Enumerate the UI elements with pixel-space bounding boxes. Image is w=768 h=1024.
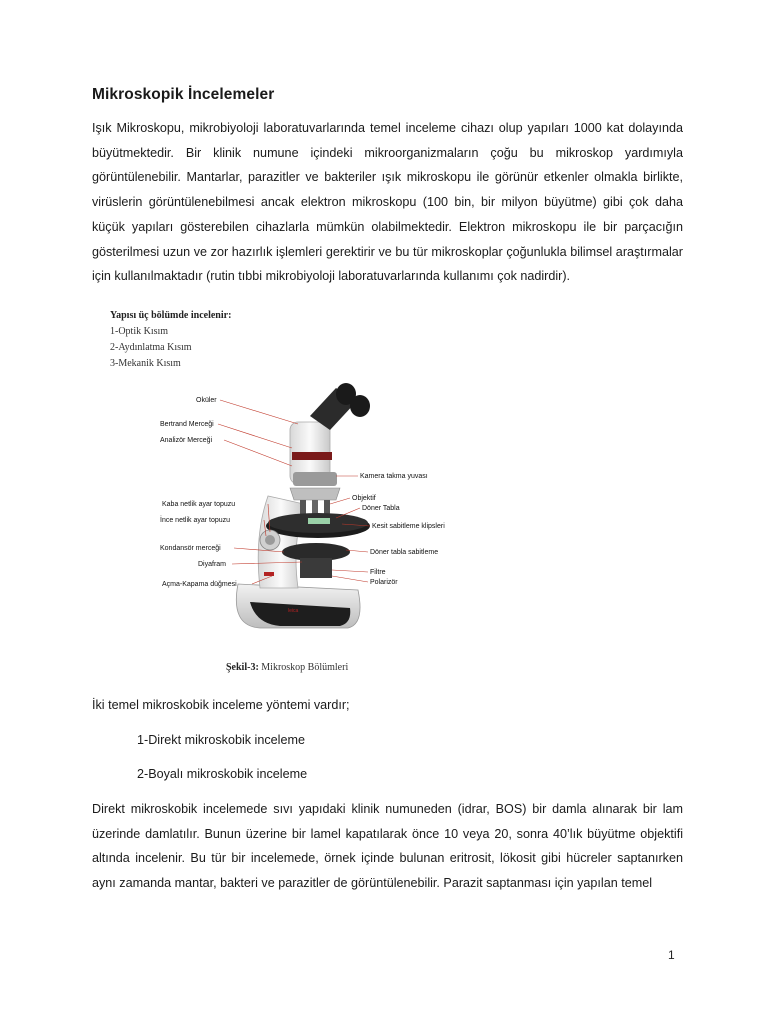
method-item-boyali: 2-Boyalı mikroskobik inceleme bbox=[137, 767, 308, 781]
label-kamera: Kamera takma yuvası bbox=[360, 473, 428, 480]
label-polarizor: Polarizör bbox=[370, 579, 398, 586]
parts-item-aydinlatma: 2-Aydınlatma Kısım bbox=[110, 342, 192, 353]
microscope-illustration bbox=[236, 383, 370, 628]
label-analizor: Analizör Merceği bbox=[160, 437, 213, 444]
label-filtre: Filtre bbox=[370, 569, 386, 576]
caption-text: Mikroskop Bölümleri bbox=[261, 662, 349, 673]
label-kaba: Kaba netlik ayar topuzu bbox=[162, 501, 236, 508]
label-kondansor: Kondansör merceği bbox=[160, 545, 221, 552]
method-item-direkt: 1-Direkt mikroskobik inceleme bbox=[137, 733, 305, 747]
parts-heading: Yapısı üç bölümde incelenir: bbox=[110, 310, 232, 321]
intro-paragraph: Işık Mikroskopu, mikrobiyoloji laboratuvarlarında temel inceleme cihazı olup yapıları 1000 kat dolayında büyütmektedir. Bir klinik numune içindeki mikroorganizmaların çoğu bu mikroskop yardımıyla görüntülenebilir. Mantarlar, parazitler ve bakteriler ışık mikroskopu ile görünür etkenler olmakla birlikte, virüslerin görüntülenebilmesi ancak elektron mikroskopu (100 bin, bir milyon büyütme) gibi çok daha küçük yapıları gösterebilen cihazlarla mümkün olabilmektedir. Elektron mikroskopu ile bir parçacığın gösterilmesi uzun ve zor hazırlık işlemleri gerektirir ve bu tür mikroskoplar çoğunlukla bilimsel araştırmalar için kullanılmaktadır (rutin tıbbi mikrobiyoloji laboratuvarlarında kullanımı çok nadirdir). bbox=[92, 121, 683, 284]
label-bertrand: Bertrand Merceği bbox=[160, 421, 214, 428]
label-ince: İnce netlik ayar topuzu bbox=[160, 517, 231, 524]
svg-text:leica: leica bbox=[288, 608, 299, 614]
figure-caption bbox=[226, 662, 348, 673]
microscope-figure bbox=[160, 376, 460, 646]
label-doner-tabla: Döner Tabla bbox=[362, 505, 400, 512]
parts-item-mekanik: 3-Mekanik Kısım bbox=[110, 358, 181, 369]
label-doner-sabit: Döner tabla sabitleme bbox=[370, 549, 439, 556]
label-kesit: Kesit sabitleme klipsleri bbox=[372, 523, 445, 530]
microscope-parts-list bbox=[110, 310, 231, 374]
label-acma: Açma-Kapama düğmesi bbox=[162, 581, 237, 588]
caption-label: Şekil-3: bbox=[226, 662, 259, 673]
label-objektif: Objektif bbox=[352, 495, 376, 502]
direct-method-paragraph: Direkt mikroskobik incelemede sıvı yapıdaki klinik numuneden (idrar, BOS) bir damla alınarak bir lam üzerinde damlatılır. Bunun üzerine bir lamel kapatılarak önce 10 veya 20, sonra 40’lık büyütme objektifi altında incelenir. Bu tür bir incelemede, örnek içinde bulunan eritrosit, lökosit gibi hücreler saptanırken aynı zamanda mantar, bakteri ve parazitler de görüntülenebilir. Parazit saptanması için yapılan temel bbox=[92, 802, 683, 891]
label-okuler: Oküler bbox=[196, 397, 217, 404]
page-title: Mikroskopik İncelemeler bbox=[92, 86, 275, 103]
page-number: 1 bbox=[668, 948, 675, 962]
label-diyafram: Diyafram bbox=[198, 561, 227, 568]
parts-item-optik: 1-Optik Kısım bbox=[110, 326, 169, 337]
methods-intro: İki temel mikroskobik inceleme yöntemi vardır; bbox=[92, 698, 350, 712]
